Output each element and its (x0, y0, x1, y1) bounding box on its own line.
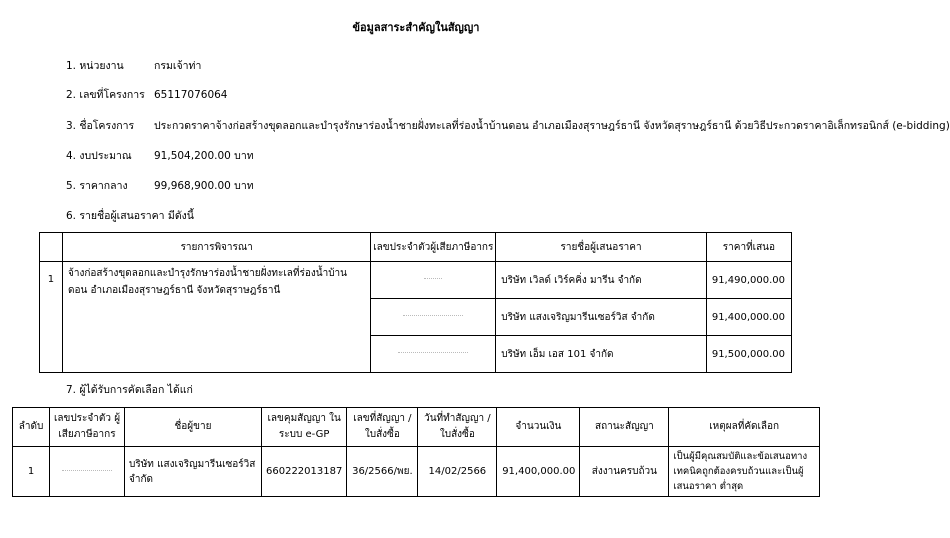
table-header-cell: เลขประจำตัวผู้เสียภาษีอากร (371, 233, 496, 262)
info-project-id (66, 86, 228, 103)
info-label: 1. หน่วยงาน (66, 60, 124, 72)
info-value: กรมเจ้าท่า (154, 60, 202, 72)
item-description: จ้างก่อสร้างขุดลอกและบำรุงรักษาร่องน้ำชายฝั่งทะเลที่ร่องน้ำบ้านดอน อำเภอเมืองสุราษฎร์ธานี จังหวัดสุราษฎร์ธานี (62, 262, 370, 373)
section-bidders-title: 6. รายชื่อผู้เสนอราคา มีดังนี้ (66, 210, 194, 222)
table-header-cell: ชื่อผู้ขาย (125, 408, 262, 447)
table-header-cell (40, 233, 63, 262)
info-label: 2. เลขที่โครงการ (66, 89, 145, 101)
info-budget (66, 147, 254, 164)
table-row (13, 447, 820, 497)
tax-id-redacted (50, 447, 125, 497)
section-selected-title: 7. ผู้ได้รับการคัดเลือก ได้แก่ (66, 384, 193, 396)
table-header-cell: จำนวนเงิน (497, 408, 580, 447)
bidders-table (39, 232, 792, 373)
table-header-cell: เลขคุมสัญญา ในระบบ e-GP (262, 408, 347, 447)
info-project-name (66, 117, 950, 134)
tax-id-redacted (371, 262, 496, 299)
table-header-row (13, 408, 820, 447)
table-header-cell: รายชื่อผู้เสนอราคา (496, 233, 707, 262)
table-header-cell: เหตุผลที่คัดเลือก (669, 408, 820, 447)
bidder-name: บริษัท เอ็ม เอส 101 จำกัด (496, 336, 707, 373)
table-header-cell: ลำดับ (13, 408, 50, 447)
contract-date: 14/02/2566 (418, 447, 497, 497)
row-number: 1 (13, 447, 50, 497)
info-value: 91,504,200.00 บาท (154, 150, 254, 162)
row-number: 1 (40, 262, 63, 373)
tax-id-redacted (371, 299, 496, 336)
contract-amount: 91,400,000.00 (497, 447, 580, 497)
table-row (40, 262, 792, 299)
egp-control-number: 660222013187 (262, 447, 347, 497)
contract-number: 36/2566/พย. (347, 447, 418, 497)
info-label: 4. งบประมาณ (66, 150, 132, 162)
table-header-cell: วันที่ทำสัญญา / ใบสั่งซื้อ (418, 408, 497, 447)
info-value: ประกวดราคาจ้างก่อสร้างขุดลอกและบำรุงรักษาร่องน้ำชายฝั่งทะเลที่ร่องน้ำบ้านดอน อำเภอเมืองสุราษฎร์ธานี จังหวัดสุราษฎร์ธานี ด้วยวิธีประกวดราคาอิเล็กทรอนิกส์ (e-bidding) (154, 120, 950, 132)
bidder-name: บริษัท แสงเจริญมารีนเซอร์วิส จำกัด (496, 299, 707, 336)
bidder-price: 91,500,000.00 (706, 336, 791, 373)
table-header-row (40, 233, 792, 262)
page-title: ข้อมูลสาระสำคัญในสัญญา (352, 21, 480, 34)
selected-vendor-table (12, 407, 820, 497)
vendor-name: บริษัท แสงเจริญมารีนเซอร์วิส จำกัด (125, 447, 262, 497)
bidder-name: บริษัท เวิลด์ เวิร์คคิ่ง มารีน จำกัด (496, 262, 707, 299)
selection-reason: เป็นผู้มีคุณสมบัติและข้อเสนอทางเทคนิคถูกต้องครบถ้วนและเป็นผู้เสนอราคา ต่ำสุด (669, 447, 820, 497)
table-header-cell: เลขที่สัญญา / ใบสั่งซื้อ (347, 408, 418, 447)
info-reference-price (66, 177, 254, 194)
tax-id-redacted (371, 336, 496, 373)
info-value: 99,968,900.00 บาท (154, 180, 254, 192)
table-header-cell: ราคาที่เสนอ (706, 233, 791, 262)
table-header-cell: เลขประจำตัว ผู้เสียภาษีอากร (50, 408, 125, 447)
info-label: 3. ชื่อโครงการ (66, 120, 135, 132)
table-header-cell: รายการพิจารณา (62, 233, 370, 262)
info-agency (66, 57, 201, 74)
table-header-cell: สถานะสัญญา (580, 408, 669, 447)
info-value: 65117076064 (154, 89, 228, 101)
bidder-price: 91,400,000.00 (706, 299, 791, 336)
info-label: 5. ราคากลาง (66, 180, 128, 192)
bidder-price: 91,490,000.00 (706, 262, 791, 299)
contract-status: ส่งงานครบถ้วน (580, 447, 669, 497)
